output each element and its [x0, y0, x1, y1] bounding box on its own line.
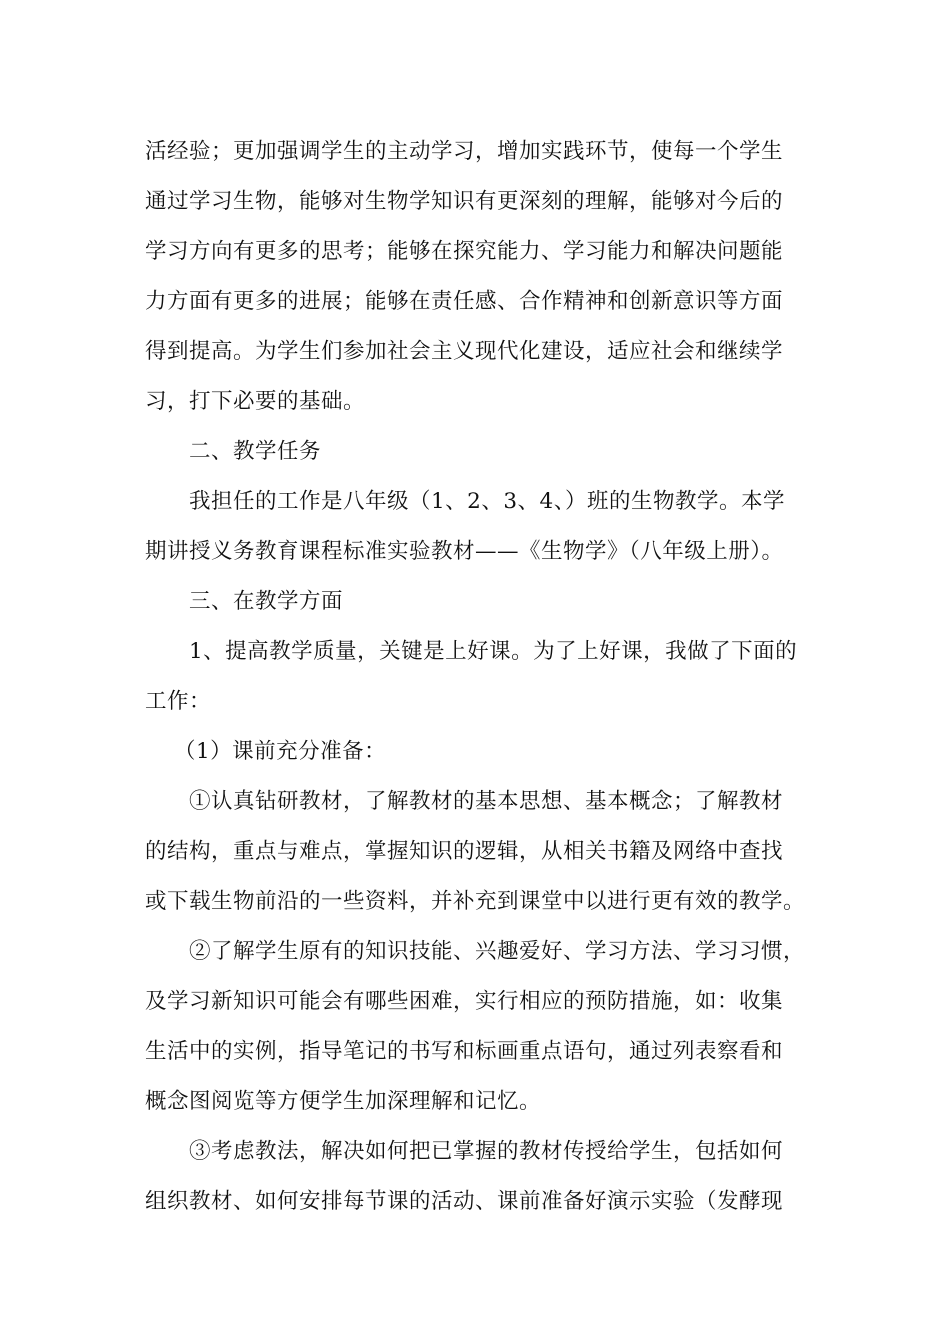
text-line-16: 或下载生物前沿的一些资料，并补充到课堂中以进行更有效的教学。 [145, 889, 806, 914]
text-line-22: 组织教材、如何安排每节课的活动、课前准备好演示实验（发酵现 [145, 1189, 784, 1214]
text-line-11: 1、提高教学质量，关键是上好课。为了上好课，我做了下面的 [189, 639, 798, 664]
text-line-5: 得到提高。为学生们参加社会主义现代化建设，适应社会和继续学 [145, 339, 784, 364]
text-line-19: 生活中的实例，指导笔记的书写和标画重点语句，通过列表察看和 [145, 1039, 784, 1064]
text-line-17: ②了解学生原有的知识技能、兴趣爱好、学习方法、学习习惯， [189, 939, 806, 964]
text-line-21: ③考虑教法，解决如何把已掌握的教材传授给学生，包括如何 [189, 1139, 784, 1164]
text-line-14: ①认真钻研教材，了解教材的基本思想、基本概念；了解教材 [189, 789, 784, 814]
text-line-3: 学习方向有更多的思考；能够在探究能力、学习能力和解决问题能 [145, 239, 784, 264]
text-line-1: 活经验；更加强调学生的主动学习，增加实践环节，使每一个学生 [145, 139, 784, 164]
text-line-2: 通过学习生物，能够对生物学知识有更深刻的理解，能够对今后的 [145, 189, 784, 214]
text-line-8: 我担任的工作是八年级（1、2、3、4、）班的生物教学。本学 [189, 489, 785, 514]
text-line-15: 的结构，重点与难点，掌握知识的逻辑，从相关书籍及网络中查找 [145, 839, 784, 864]
text-line-6: 习，打下必要的基础。 [145, 389, 366, 414]
text-line-12: 工作： [145, 689, 212, 714]
section-heading-teaching-aspects: 三、在教学方面 [189, 589, 344, 614]
section-heading-teaching-tasks: 二、教学任务 [189, 439, 322, 464]
text-line-4: 力方面有更多的进展；能够在责任感、合作精神和创新意识等方面 [145, 289, 784, 314]
text-line-20: 概念图阅览等方便学生加深理解和记忆。 [145, 1089, 542, 1114]
text-line-9: 期讲授义务教育课程标准实验教材——《生物学》（八年级上册）。 [145, 539, 784, 564]
subheading-preparation: （1）课前充分准备： [174, 739, 387, 764]
text-line-18: 及学习新知识可能会有哪些困难，实行相应的预防措施，如：收集 [145, 989, 784, 1014]
